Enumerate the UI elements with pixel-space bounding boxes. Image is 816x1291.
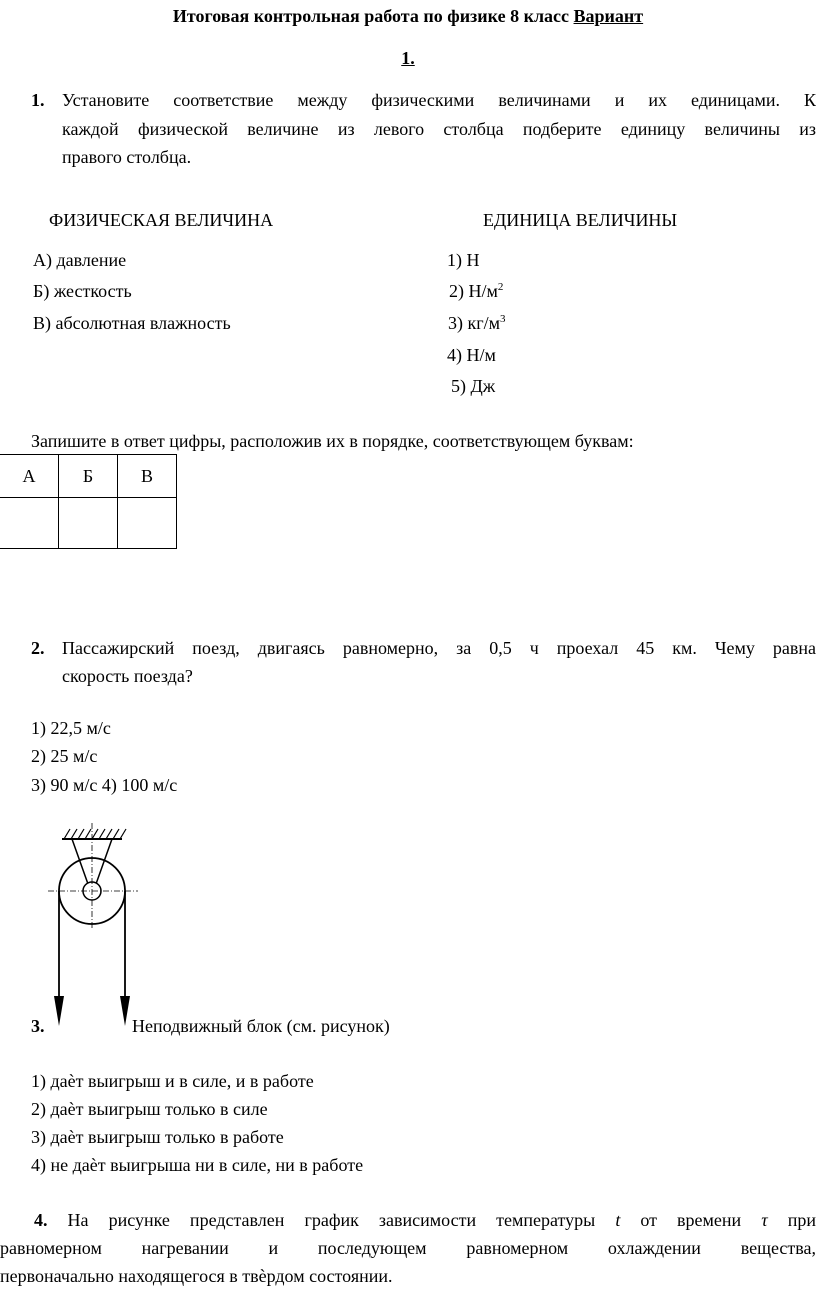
q1-left-item-v: В) абсолютная влажность xyxy=(33,313,231,333)
q3-option-3: 3) даѐт выигрыш только в работе xyxy=(31,1127,284,1147)
q1-number: 1. xyxy=(31,90,45,110)
q3-number: 3. xyxy=(31,1016,45,1036)
q2-option-1: 1) 22,5 м/с xyxy=(31,718,111,738)
q1-line-2: каждой физической величине из левого столбца подберите единицу величины из xyxy=(62,119,816,139)
q4-line-2: равномерном нагревании и последующем равномерном охлаждении вещества, xyxy=(0,1238,816,1258)
q2-line-1: Пассажирский поезд, двигаясь равномерно, за 0,5 ч проехал 45 км. Чему равна xyxy=(62,638,816,658)
q1-left-header: ФИЗИЧЕСКАЯ ВЕЛИЧИНА xyxy=(49,210,274,230)
var-t: t xyxy=(615,1210,621,1230)
q3-text: Неподвижный блок (см. рисунок) xyxy=(132,1016,390,1036)
q1-left-item-a: А) давление xyxy=(33,250,127,270)
arrow-down-right-icon xyxy=(120,996,130,1026)
answer-header-a: А xyxy=(0,455,59,498)
answer-cell-b[interactable] xyxy=(59,498,118,549)
q1-line-3: правого столбца. xyxy=(62,147,192,167)
page-title: Итоговая контрольная работа по физике 8 класс Вариант xyxy=(172,6,644,26)
q3-option-4: 4) не даѐт выигрыша ни в силе, ни в работе xyxy=(31,1155,364,1175)
arrow-down-left-icon xyxy=(54,996,64,1026)
q1-right-item-3: 3) $кг/м^3$ xyxy=(448,313,506,333)
q4-line-1: 4. На рисунке представлен график зависимости температуры t от времени τ при xyxy=(34,1210,816,1230)
q2-line-2: скорость поезда? xyxy=(62,666,193,686)
ceiling-hatch xyxy=(62,829,126,839)
q1-line-1: Установите соответствие между физическими величинами и их единицами. К xyxy=(62,90,816,110)
answer-header-b: Б xyxy=(59,455,118,498)
q1-right-item-4: 4) Н/м xyxy=(447,345,496,365)
q1-right-item-5: 5) Дж xyxy=(451,376,496,396)
q1-right-header: ЕДИНИЦА ВЕЛИЧИНЫ xyxy=(483,210,678,230)
answer-cell-v[interactable] xyxy=(118,498,177,549)
q2-option-2: 2) 25 м/с xyxy=(31,746,98,766)
q2-number: 2. xyxy=(31,638,45,658)
q3-option-2: 2) даѐт выигрыш только в силе xyxy=(31,1099,268,1119)
variant-label: Вариант xyxy=(573,6,644,26)
q4-line-3: первоначально находящегося в твѐрдом состоянии. xyxy=(0,1266,393,1286)
q1-instruction: Запишите в ответ цифры, расположив их в порядке, соответствующем буквам: xyxy=(31,431,634,451)
q3-option-1: 1) даѐт выигрыш и в силе, и в работе xyxy=(31,1071,314,1091)
var-tau: τ xyxy=(761,1210,768,1230)
answer-cell-a[interactable] xyxy=(0,498,59,549)
q1-right-item-2: 2) $Н/м^2$ xyxy=(449,281,504,301)
pulley-figure xyxy=(40,818,150,1030)
q1-left-item-b: Б) жесткость xyxy=(33,281,132,301)
q2-option-3-4: 3) 90 м/с 4) 100 м/с xyxy=(31,775,178,795)
variant-number: 1. xyxy=(401,48,415,68)
q1-right-item-1: 1) Н xyxy=(447,250,480,270)
answer-header-v: В xyxy=(118,455,177,498)
answer-table xyxy=(0,454,177,549)
